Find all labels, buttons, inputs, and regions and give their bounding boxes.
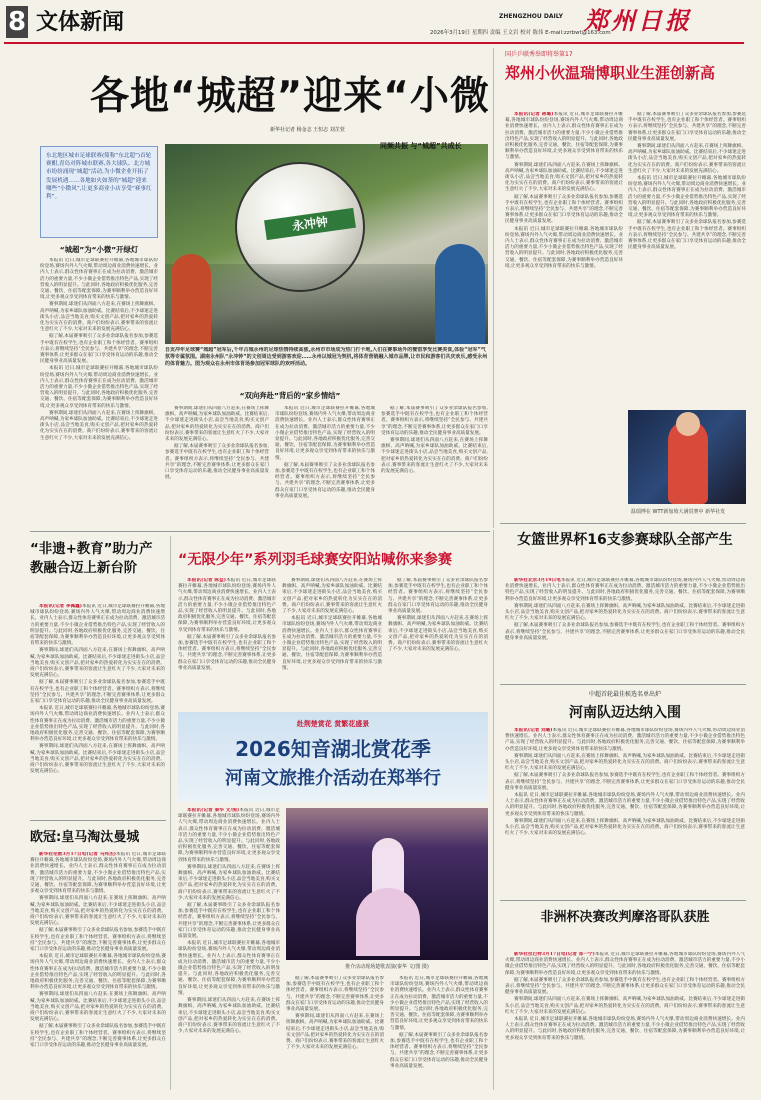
divider-mid-top	[30, 531, 490, 532]
side4-body: 新华社拉巴特3月17日电(记者 郑一宁)本报讯 近日,城市足球联赛拉开帷幕,各地城市球队纷纷登场,赛场内外人气火爆,带动周边商业消费快速增长。业内人士表示,群众性体育赛事正在成为拉动消费、激活城市活力的重要力量,不少小微企业借势推出特色产品,实现了经营收入的明显提升。与此同时,各地政府积极优化服务,完善交通、餐饮、住宿等配套保障,为赛事顺利举办营造良好环境,让更多观众享受到体育带来的快乐与激情。 据了解,本届赛事吸引了众多业余球队报名参加,参赛选手中既有在校学生,也有企业职工和个体经营者。赛事组织方表示,将继续坚持“全民参与、共建共享”的理念,不断完善赛事体系,让更多群众在家门口享受体育运动的乐趣,推动全民健身事业高质量发展。 赛事期间,球迷们从四面八方赶来,在赛场上挥舞旗帜、高声呐喊,为家乡球队加油助威。比赛结束后,不少球迷走进街头小店,品尝当地美食,购买文创产品,把对家乡的热爱转化为实实在在的消费。商户们纷纷表示,赛事带来的客流让生意红火了不少,大家对未来的发展充满信心。 本报讯 近日,城市足球联赛拉开帷幕,各地城市球队纷纷登场,赛场内外人气火爆,带动周边商业消费快速增长。业内人士表示,群众性体育赛事正在成为拉动消费、激活城市活力的重要力量,不少小微企业借势推出特色产品,实现了经营收入的明显提升。与此同时,各地政府积极优化服务,完善交通、餐饮、住宿等配套保障,为赛事顺利举办营造良好环境,让更多观众享受到体育带来的快乐与激情。	[505, 952, 745, 1041]
center-mid-col2: 赛事期间,球迷们从四面八方赶来,在赛场上挥舞旗帜、高声呐喊,为家乡球队加油助威。比赛结束后,不少球迷走进街头小店,品尝当地美食,购买文创产品,把对家乡的热爱转化为实实在在的消费。商户们纷纷表示,赛事带来的客流让生意红火了不少,大家对未来的发展充满信心。 本报讯 近日,城市足球联赛拉开帷幕,各地城市球队纷纷登场,赛场内外人气火爆,带动周边商业消费快速增长。业内人士表示,群众性体育赛事正在成为拉动消费、激活城市活力的重要力量,不少小微企业借势推出特色产品,实现了经营收入的明显提升。与此同时,各地政府积极优化服务,完善交通、餐饮、住宿等配套保障,为赛事顺利举办营造良好环境,让更多观众享受到体育带来的快乐与激情。	[282, 578, 382, 671]
paper-name-en: ZHENGZHOU DAILY	[499, 13, 563, 20]
lead-text: 东北地区城市足球联赛(简称“东北超”)首轮赛酣,青岛对阵城市联赛,各大球队、北方城市纷纷涌现“城超”活动,为小微企业开拓了发展机遇……各地如火如荼的“城超”迎来哪些“小微风”,让更多商业小店享受“赛事红利”。	[46, 153, 152, 201]
ball-banner: 永冲钟	[264, 208, 356, 240]
culture-body-col3: 本报讯 近日,城市足球联赛拉开帷幕,各地城市球队纷纷登场,赛场内外人气火爆,带动周边商业消费快速增长。业内人士表示,群众性体育赛事正在成为拉动消费、激活城市活力的重要力量,不少小微企业借势推出特色产品,实现了经营收入的明显提升。与此同时,各地政府积极优化服务,完善交通、餐饮、住宿等配套保障,为赛事顺利举办营造良好环境,让更多观众享受到体育带来的快乐与激情。 据了解,本届赛事吸引了众多业余球队报名参加,参赛选手中既有在校学生,也有企业职工和个体经营者。赛事组织方表示,将继续坚持“全民参与、共建共享”的理念,不断完善赛事体系,让更多群众在家门口享受体育运动的乐趣,推动全民健身事业高质量发展。	[390, 976, 488, 1069]
date-line: 2026年3月19日 星期四 责编 王文岩 校对 陈伟 E-mail:zzrbwt@163.com	[430, 30, 611, 36]
culture-photo-caption: 推介活动现场楚歌表演(秦华 文/图 摄)	[345, 964, 429, 970]
euro-headline: 欧冠:皇马淘汰曼城	[30, 830, 140, 845]
side4-headline: 非洲杯决赛改判摩洛哥队获胜	[540, 910, 710, 925]
main-headline: 各地“城超”迎来“小微	[90, 74, 490, 119]
side1-body-col1: 本报讯(记者 蒋璐)本报讯 近日,城市足球联赛拉开帷幕,各地城市球队纷纷登场,赛场内外人气火爆,带动周边商业消费快速增长。业内人士表示,群众性体育赛事正在成为拉动消费、激活城市活力的重要力量,不少小微企业借势推出特色产品,实现了经营收入的明显提升。与此同时,各地政府积极优化服务,完善交通、餐饮、住宿等配套保障,为赛事顺利举办营造良好环境,让更多观众享受到体育带来的快乐与激情。 赛事期间,球迷们从四面八方赶来,在赛场上挥舞旗帜、高声呐喊,为家乡球队加油助威。比赛结束后,不少球迷走进街头小店,品尝当地美食,购买文创产品,把对家乡的热爱转化为实实在在的消费。商户们纷纷表示,赛事带来的客流让生意红火了不少,大家对未来的发展充满信心。 据了解,本届赛事吸引了众多业余球队报名参加,参赛选手中既有在校学生,也有企业职工和个体经营者。赛事组织方表示,将继续坚持“全民参与、共建共享”的理念,不断完善赛事体系,让更多群众在家门口享受体育运动的乐趣,推动全民健身事业高质量发展。 本报讯 近日,城市足球联赛拉开帷幕,各地城市球队纷纷登场,赛场内外人气火爆,带动周边商业消费快速增长。业内人士表示,群众性体育赛事正在成为拉动消费、激活城市活力的重要力量,不少小微企业借势推出特色产品,实现了经营收入的明显提升。与此同时,各地政府积极优化服务,完善交通、餐饮、住宿等配套保障,为赛事顺利举办营造良好环境,让更多观众享受到体育带来的快乐与激情。	[505, 112, 623, 269]
player-head	[676, 412, 700, 436]
stage-light	[286, 808, 488, 848]
side1-body-col2: 据了解,本届赛事吸引了众多业余球队报名参加,参赛选手中既有在校学生,也有企业职工和个体经营者。赛事组织方表示,将继续坚持“全民参与、共建共享”的理念,不断完善赛事体系,让更多群众在家门口享受体育运动的乐趣,推动全民健身事业高质量发展。 赛事期间,球迷们从四面八方赶来,在赛场上挥舞旗帜、高声呐喊,为家乡球队加油助威。比赛结束后,不少球迷走进街头小店,品尝当地美食,购买文创产品,把对家乡的热爱转化为实实在在的消费。商户们纷纷表示,赛事带来的客流让生意红火了不少,大家对未来的发展充满信心。 本报讯 近日,城市足球联赛拉开帷幕,各地城市球队纷纷登场,赛场内外人气火爆,带动周边商业消费快速增长。业内人士表示,群众性体育赛事正在成为拉动消费、激活城市活力的重要力量,不少小微企业借势推出特色产品,实现了经营收入的明显提升。与此同时,各地政府积极优化服务,完善交通、餐饮、住宿等配套保障,为赛事顺利举办营造良好环境,让更多观众享受到体育带来的快乐与激情。 据了解,本届赛事吸引了众多业余球队报名参加,参赛选手中既有在校学生,也有企业职工和个体经营者。赛事组织方表示,将继续坚持“全民参与、共建共享”的理念,不断完善赛事体系,让更多群众在家门口享受体育运动的乐趣,推动全民健身事业高质量发展。	[628, 112, 746, 251]
lead-box	[40, 146, 158, 238]
page-number: 8	[7, 7, 27, 37]
side2-headline: 女篮世界杯16支参赛球队全部产生	[517, 532, 733, 548]
culture-banner	[178, 712, 488, 802]
page-header	[0, 0, 761, 46]
side3-kicker: 中超首轮最佳候选名单出炉	[588, 691, 661, 698]
fan-right	[435, 244, 485, 344]
side1-photo-caption: 温瑞博在 WTT新加坡大满贯赛中 新华社发	[630, 509, 726, 515]
divider-side2	[500, 684, 746, 685]
culture-headline-2: 河南文旅推介活动在郑举行	[225, 768, 441, 789]
culture-kicker: 赴荆楚赏花 赏繁花盛景	[296, 720, 370, 728]
side3-headline: 河南队迈达纳入围	[569, 705, 681, 721]
fan-left	[171, 254, 211, 344]
side1-photo	[628, 410, 746, 504]
subhead-1: “城超”为“小微”开绿灯	[59, 245, 139, 254]
main-mid-col-3: 据了解,本届赛事吸引了众多业余球队报名参加,参赛选手中既有在校学生,也有企业职工和个体经营者。赛事组织方表示,将继续坚持“全民参与、共建共享”的理念,不断完善赛事体系,让更多群众在家门口享受体育运动的乐趣,推动全民健身事业高质量发展。 赛事期间,球迷们从四面八方赶来,在赛场上挥舞旗帜、高声呐喊,为家乡球队加油助威。比赛结束后,不少球迷走进街头小店,品尝当地美食,购买文创产品,把对家乡的热爱转化为实实在在的消费。商户们纷纷表示,赛事带来的客流让生意红火了不少,大家对未来的发展充满信心。	[381, 406, 488, 475]
section-title: 文体新闻	[36, 10, 125, 35]
divider-side3	[500, 900, 746, 901]
column-divider-main	[493, 48, 494, 528]
side1-kicker: 国乒乒联秀举即将举第17	[505, 51, 573, 58]
main-photo-caption: 自贡冲年足球赛“城超”冠军后,千年古城永州的足球热情持续高涨,永州市市场成为热门打卡地,人们在赛事场外的餐馆享受比赛美食,体验“冠军”气氛等专属氛围。湖南永州队“永冲钟”的文创周边受到游客欢迎……永州以城冠为契机,将体育营销融入城市品牌,让市民和游客们共庆欢乐,感受永州的体育魅力。图为观众在永州市体育场参加冠军球队的欢呼活动。	[165, 347, 488, 367]
left-mid-body: 本报讯(记者 李佩鑫)本报讯 近日,城市足球联赛拉开帷幕,各地城市球队纷纷登场,赛场内外人气火爆,带动周边商业消费快速增长。业内人士表示,群众性体育赛事正在成为拉动消费、激活城市活力的重要力量,不少小微企业借势推出特色产品,实现了经营收入的明显提升。与此同时,各地政府积极优化服务,完善交通、餐饮、住宿等配套保障,为赛事顺利举办营造良好环境,让更多观众享受到体育带来的快乐与激情。 赛事期间,球迷们从四面八方赶来,在赛场上挥舞旗帜、高声呐喊,为家乡球队加油助威。比赛结束后,不少球迷走进街头小店,品尝当地美食,购买文创产品,把对家乡的热爱转化为实实在在的消费。商户们纷纷表示,赛事带来的客流让生意红火了不少,大家对未来的发展充满信心。 据了解,本届赛事吸引了众多业余球队报名参加,参赛选手中既有在校学生,也有企业职工和个体经营者。赛事组织方表示,将继续坚持“全民参与、共建共享”的理念,不断完善赛事体系,让更多群众在家门口享受体育运动的乐趣,推动全民健身事业高质量发展。 本报讯 近日,城市足球联赛拉开帷幕,各地城市球队纷纷登场,赛场内外人气火爆,带动周边商业消费快速增长。业内人士表示,群众性体育赛事正在成为拉动消费、激活城市活力的重要力量,不少小微企业借势推出特色产品,实现了经营收入的明显提升。与此同时,各地政府积极优化服务,完善交通、餐饮、住宿等配套保障,为赛事顺利举办营造良好环境,让更多观众享受到体育带来的快乐与激情。 赛事期间,球迷们从四面八方赶来,在赛场上挥舞旗帜、高声呐喊,为家乡球队加油助威。比赛结束后,不少球迷走进街头小店,品尝当地美食,购买文创产品,把对家乡的热爱转化为实实在在的消费。商户们纷纷表示,赛事带来的客流让生意红火了不少,大家对未来的发展充满信心。	[30, 604, 165, 775]
culture-headline-1: 2026知音湖北赏花季	[235, 737, 431, 761]
center-mid-headline: “无限少年”系列羽毛球赛安阳站喊你来参赛	[178, 552, 453, 568]
performer-dress	[356, 888, 420, 956]
paper-logo: 郑州日报	[584, 6, 692, 35]
side1-headline: 郑州小伙温瑞博职业生涯创新高	[505, 64, 716, 82]
header-divider	[4, 42, 744, 44]
culture-body-col1: 本报讯(记者 秦华 文/图)本报讯 近日,城市足球联赛拉开帷幕,各地城市球队纷纷登场,赛场内外人气火爆,带动周边商业消费快速增长。业内人士表示,群众性体育赛事正在成为拉动消费、激活城市活力的重要力量,不少小微企业借势推出特色产品,实现了经营收入的明显提升。与此同时,各地政府积极优化服务,完善交通、餐饮、住宿等配套保障,为赛事顺利举办营造良好环境,让更多观众享受到体育带来的快乐与激情。 赛事期间,球迷们从四面八方赶来,在赛场上挥舞旗帜、高声呐喊,为家乡球队加油助威。比赛结束后,不少球迷走进街头小店,品尝当地美食,购买文创产品,把对家乡的热爱转化为实实在在的消费。商户们纷纷表示,赛事带来的客流让生意红火了不少,大家对未来的发展充满信心。 据了解,本届赛事吸引了众多业余球队报名参加,参赛选手中既有在校学生,也有企业职工和个体经营者。赛事组织方表示,将继续坚持“全民参与、共建共享”的理念,不断完善赛事体系,让更多群众在家门口享受体育运动的乐趣,推动全民健身事业高质量发展。 本报讯 近日,城市足球联赛拉开帷幕,各地城市球队纷纷登场,赛场内外人气火爆,带动周边商业消费快速增长。业内人士表示,群众性体育赛事正在成为拉动消费、激活城市活力的重要力量,不少小微企业借势推出特色产品,实现了经营收入的明显提升。与此同时,各地政府积极优化服务,完善交通、餐饮、住宿等配套保障,为赛事顺利举办营造良好环境,让更多观众享受到体育带来的快乐与激情。 赛事期间,球迷们从四面八方赶来,在赛场上挥舞旗帜、高声呐喊,为家乡球队加油助威。比赛结束后,不少球迷走进街头小店,品尝当地美食,购买文创产品,把对家乡的热爱转化为实实在在的消费。商户们纷纷表示,赛事带来的客流让生意红火了不少,大家对未来的发展充满信心。	[178, 808, 280, 1035]
divider-side1	[500, 523, 746, 524]
side3-body: 本报讯(记者 刘璐)本报讯 近日,城市足球联赛拉开帷幕,各地城市球队纷纷登场,赛场内外人气火爆,带动周边商业消费快速增长。业内人士表示,群众性体育赛事正在成为拉动消费、激活城市活力的重要力量,不少小微企业借势推出特色产品,实现了经营收入的明显提升。与此同时,各地政府积极优化服务,完善交通、餐饮、住宿等配套保障,为赛事顺利举办营造良好环境,让更多观众享受到体育带来的快乐与激情。 赛事期间,球迷们从四面八方赶来,在赛场上挥舞旗帜、高声呐喊,为家乡球队加油助威。比赛结束后,不少球迷走进街头小店,品尝当地美食,购买文创产品,把对家乡的热爱转化为实实在在的消费。商户们纷纷表示,赛事带来的客流让生意红火了不少,大家对未来的发展充满信心。 据了解,本届赛事吸引了众多业余球队报名参加,参赛选手中既有在校学生,也有企业职工和个体经营者。赛事组织方表示,将继续坚持“全民参与、共建共享”的理念,不断完善赛事体系,让更多群众在家门口享受体育运动的乐趣,推动全民健身事业高质量发展。 本报讯 近日,城市足球联赛拉开帷幕,各地城市球队纷纷登场,赛场内外人气火爆,带动周边商业消费快速增长。业内人士表示,群众性体育赛事正在成为拉动消费、激活城市活力的重要力量,不少小微企业借势推出特色产品,实现了经营收入的明显提升。与此同时,各地政府积极优化服务,完善交通、餐饮、住宿等配套保障,为赛事顺利举办营造良好环境,让更多观众享受到体育带来的快乐与激情。 赛事期间,球迷们从四面八方赶来,在赛场上挥舞旗帜、高声呐喊,为家乡球队加油助威。比赛结束后,不少球迷走进街头小店,品尝当地美食,购买文创产品,把对家乡的热爱转化为实实在在的消费。商户们纷纷表示,赛事带来的客流让生意红火了不少,大家对未来的发展充满信心。	[505, 728, 745, 837]
culture-body-col2: 据了解,本届赛事吸引了众多业余球队报名参加,参赛选手中既有在校学生,也有企业职工和个体经营者。赛事组织方表示,将继续坚持“全民参与、共建共享”的理念,不断完善赛事体系,让更多群众在家门口享受体育运动的乐趣,推动全民健身事业高质量发展。 赛事期间,球迷们从四面八方赶来,在赛场上挥舞旗帜、高声呐喊,为家乡球队加油助威。比赛结束后,不少球迷走进街头小店,品尝当地美食,购买文创产品,把对家乡的热爱转化为实实在在的消费。商户们纷纷表示,赛事带来的客流让生意红火了不少,大家对未来的发展充满信心。	[286, 976, 384, 1051]
euro-body: 新华社伦敦3月17日电(记者 马邦杰)本报讯 近日,城市足球联赛拉开帷幕,各地城市球队纷纷登场,赛场内外人气火爆,带动周边商业消费快速增长。业内人士表示,群众性体育赛事正在成为拉动消费、激活城市活力的重要力量,不少小微企业借势推出特色产品,实现了经营收入的明显提升。与此同时,各地政府积极优化服务,完善交通、餐饮、住宿等配套保障,为赛事顺利举办营造良好环境,让更多观众享受到体育带来的快乐与激情。 赛事期间,球迷们从四面八方赶来,在赛场上挥舞旗帜、高声呐喊,为家乡球队加油助威。比赛结束后,不少球迷走进街头小店,品尝当地美食,购买文创产品,把对家乡的热爱转化为实实在在的消费。商户们纷纷表示,赛事带来的客流让生意红火了不少,大家对未来的发展充满信心。 据了解,本届赛事吸引了众多业余球队报名参加,参赛选手中既有在校学生,也有企业职工和个体经营者。赛事组织方表示,将继续坚持“全民参与、共建共享”的理念,不断完善赛事体系,让更多群众在家门口享受体育运动的乐趣,推动全民健身事业高质量发展。 本报讯 近日,城市足球联赛拉开帷幕,各地城市球队纷纷登场,赛场内外人气火爆,带动周边商业消费快速增长。业内人士表示,群众性体育赛事正在成为拉动消费、激活城市活力的重要力量,不少小微企业借势推出特色产品,实现了经营收入的明显提升。与此同时,各地政府积极优化服务,完善交通、餐饮、住宿等配套保障,为赛事顺利举办营造良好环境,让更多观众享受到体育带来的快乐与激情。 赛事期间,球迷们从四面八方赶来,在赛场上挥舞旗帜、高声呐喊,为家乡球队加油助威。比赛结束后,不少球迷走进街头小店,品尝当地美食,购买文创产品,把对家乡的热爱转化为实实在在的消费。商户们纷纷表示,赛事带来的客流让生意红火了不少,大家对未来的发展充满信心。 据了解,本届赛事吸引了众多业余球队报名参加,参赛选手中既有在校学生,也有企业职工和个体经营者。赛事组织方表示,将继续坚持“全民参与、共建共享”的理念,不断完善赛事体系,让更多群众在家门口享受体育运动的乐趣,推动全民健身事业高质量发展。	[30, 852, 166, 1049]
main-left-column: 本报讯 近日,城市足球联赛拉开帷幕,各地城市球队纷纷登场,赛场内外人气火爆,带动周边商业消费快速增长。业内人士表示,群众性体育赛事正在成为拉动消费、激活城市活力的重要力量,不少小微企业借势推出特色产品,实现了经营收入的明显提升。与此同时,各地政府积极优化服务,完善交通、餐饮、住宿等配套保障,为赛事顺利举办营造良好环境,让更多观众享受到体育带来的快乐与激情。 赛事期间,球迷们从四面八方赶来,在赛场上挥舞旗帜、高声呐喊,为家乡球队加油助威。比赛结束后,不少球迷走进街头小店,品尝当地美食,购买文创产品,把对家乡的热爱转化为实实在在的消费。商户们纷纷表示,赛事带来的客流让生意红火了不少,大家对未来的发展充满信心。 据了解,本届赛事吸引了众多业余球队报名参加,参赛选手中既有在校学生,也有企业职工和个体经营者。赛事组织方表示,将继续坚持“全民参与、共建共享”的理念,不断完善赛事体系,让更多群众在家门口享受体育运动的乐趣,推动全民健身事业高质量发展。 本报讯 近日,城市足球联赛拉开帷幕,各地城市球队纷纷登场,赛场内外人气火爆,带动周边商业消费快速增长。业内人士表示,群众性体育赛事正在成为拉动消费、激活城市活力的重要力量,不少小微企业借势推出特色产品,实现了经营收入的明显提升。与此同时,各地政府积极优化服务,完善交通、餐饮、住宿等配套保障,为赛事顺利举办营造良好环境,让更多观众享受到体育带来的快乐与激情。 赛事期间,球迷们从四面八方赶来,在赛场上挥舞旗帜、高声呐喊,为家乡球队加油助威。比赛结束后,不少球迷走进街头小店,品尝当地美食,购买文创产品,把对家乡的热爱转化为实实在在的消费。商户们纷纷表示,赛事带来的客流让生意红火了不少,大家对未来的发展充满信心。	[40, 258, 158, 441]
left-mid-headline: “非遗+教育”助力产教融合迈上新台阶	[30, 542, 153, 576]
main-mid-col-1: 赛事期间,球迷们从四面八方赶来,在赛场上挥舞旗帜、高声呐喊,为家乡球队加油助威。比赛结束后,不少球迷走进街头小店,品尝当地美食,购买文创产品,把对家乡的热爱转化为实实在在的消费。商户们纷纷表示,赛事带来的客流让生意红火了不少,大家对未来的发展充满信心。 据了解,本届赛事吸引了众多业余球队报名参加,参赛选手中既有在校学生,也有企业职工和个体经营者。赛事组织方表示,将继续坚持“全民参与、共建共享”的理念,不断完善赛事体系,让更多群众在家门口享受体育运动的乐趣,推动全民健身事业高质量发展。	[165, 406, 269, 481]
side2-body: 新华社北京3月19日电本报讯 近日,城市足球联赛拉开帷幕,各地城市球队纷纷登场,赛场内外人气火爆,带动周边商业消费快速增长。业内人士表示,群众性体育赛事正在成为拉动消费、激活城市活力的重要力量,不少小微企业借势推出特色产品,实现了经营收入的明显提升。与此同时,各地政府积极优化服务,完善交通、餐饮、住宿等配套保障,为赛事顺利举办营造良好环境,让更多观众享受到体育带来的快乐与激情。 赛事期间,球迷们从四面八方赶来,在赛场上挥舞旗帜、高声呐喊,为家乡球队加油助威。比赛结束后,不少球迷走进街头小店,品尝当地美食,购买文创产品,把对家乡的热爱转化为实实在在的消费。商户们纷纷表示,赛事带来的客流让生意红火了不少,大家对未来的发展充满信心。 据了解,本届赛事吸引了众多业余球队报名参加,参赛选手中既有在校学生,也有企业职工和个体经营者。赛事组织方表示,将继续坚持“全民参与、共建共享”的理念,不断完善赛事体系,让更多群众在家门口享受体育运动的乐趣,推动全民健身事业高质量发展。	[505, 578, 745, 641]
main-byline: 新华社记者 杨金志 王恒志 刘芷萱	[270, 127, 345, 133]
main-photo	[165, 144, 488, 344]
subhead-2: “双向奔赴”背后的“家乡情结”	[239, 391, 341, 400]
center-mid-col1: 本报讯(记者 陈益)本报讯 近日,城市足球联赛拉开帷幕,各地城市球队纷纷登场,赛场内外人气火爆,带动周边商业消费快速增长。业内人士表示,群众性体育赛事正在成为拉动消费、激活城市活力的重要力量,不少小微企业借势推出特色产品,实现了经营收入的明显提升。与此同时,各地政府积极优化服务,完善交通、餐饮、住宿等配套保障,为赛事顺利举办营造良好环境,让更多观众享受到体育带来的快乐与激情。 据了解,本届赛事吸引了众多业余球队报名参加,参赛选手中既有在校学生,也有企业职工和个体经营者。赛事组织方表示,将继续坚持“全民参与、共建共享”的理念,不断完善赛事体系,让更多群众在家门口享受体育运动的乐趣,推动全民健身事业高质量发展。	[178, 578, 276, 671]
culture-photo	[286, 808, 488, 960]
divider-euro	[30, 820, 166, 821]
column-divider-mid	[170, 536, 171, 1090]
subhead-3: 同频共振 与“城超”共成长	[380, 142, 462, 150]
column-divider-right	[493, 530, 494, 1090]
center-mid-col3: 据了解,本届赛事吸引了众多业余球队报名参加,参赛选手中既有在校学生,也有企业职工和个体经营者。赛事组织方表示,将继续坚持“全民参与、共建共享”的理念,不断完善赛事体系,让更多群众在家门口享受体育运动的乐趣,推动全民健身事业高质量发展。 赛事期间,球迷们从四面八方赶来,在赛场上挥舞旗帜、高声呐喊,为家乡球队加油助威。比赛结束后,不少球迷走进街头小店,品尝当地美食,购买文创产品,把对家乡的热爱转化为实实在在的消费。商户们纷纷表示,赛事带来的客流让生意红火了不少,大家对未来的发展充满信心。	[388, 578, 488, 653]
main-mid-col-2: 本报讯 近日,城市足球联赛拉开帷幕,各地城市球队纷纷登场,赛场内外人气火爆,带动周边商业消费快速增长。业内人士表示,群众性体育赛事正在成为拉动消费、激活城市活力的重要力量,不少小微企业借势推出特色产品,实现了经营收入的明显提升。与此同时,各地政府积极优化服务,完善交通、餐饮、住宿等配套保障,为赛事顺利举办营造良好环境,让更多观众享受到体育带来的快乐与激情。 据了解,本届赛事吸引了众多业余球队报名参加,参赛选手中既有在校学生,也有企业职工和个体经营者。赛事组织方表示,将继续坚持“全民参与、共建共享”的理念,不断完善赛事体系,让更多群众在家门口享受体育运动的乐趣,推动全民健身事业高质量发展。	[275, 406, 375, 499]
